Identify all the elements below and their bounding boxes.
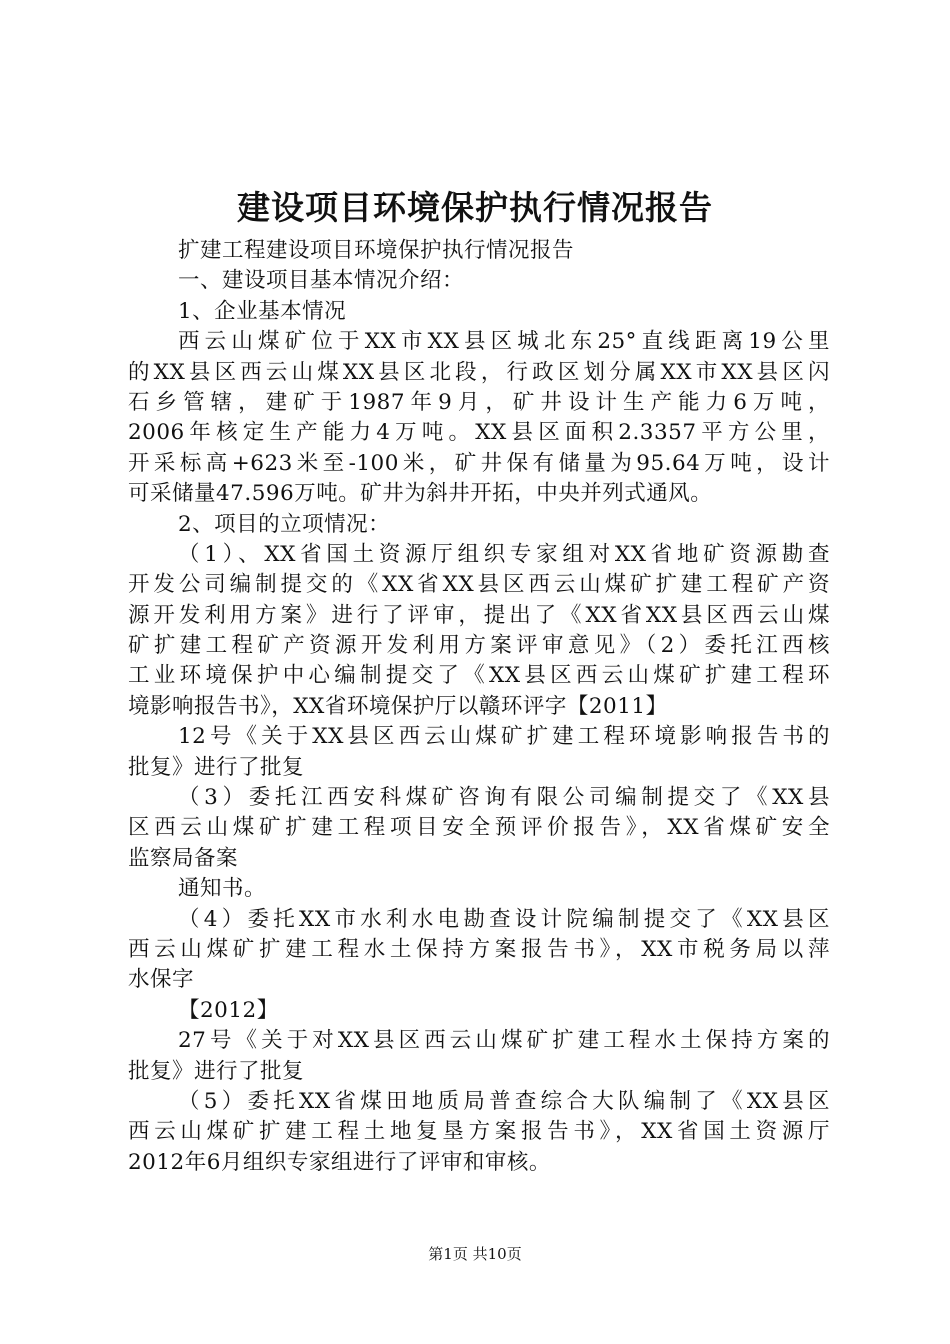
text-line: 通知书。 [178,876,267,902]
text-line: （4）委托XX市水利水电勘查设计院编制提交了《XX县区 [178,906,830,932]
text-line: 石乡管辖，建矿于1987年9月，矿井设计生产能力6万吨， [128,389,830,415]
text-line: 水保字 [128,967,195,993]
text-line: 【2012】 [178,997,279,1023]
text-line: 开采标高+623米至-100米，矿井保有储量为95.64万吨，设计 [128,450,830,476]
document-title: 建设项目环境保护执行情况报告 [237,188,713,227]
text-line: 2012年6月组织专家组进行了评审和审核。 [128,1149,551,1175]
text-line: 可采储量47.596万吨。矿井为斜井开拓，中央并列式通风。 [128,481,713,507]
text-line: （3）委托江西安科煤矿咨询有限公司编制提交了《XX县 [178,785,830,811]
text-line: 2006年核定生产能力4万吨。XX县区面积2.3357平方公里， [128,420,830,446]
text-line: 批复》进行了批复 [128,1058,305,1084]
text-line: 的XX县区西云山煤XX县区北段，行政区划分属XX市XX县区闪 [128,359,830,385]
text-line: 批复》进行了批复 [128,754,305,780]
text-line: 西云山煤矿扩建工程土地复垦方案报告书》，XX省国土资源厅 [128,1119,830,1145]
document-body [128,236,830,1178]
text-line: 开发公司编制提交的《XX省XX县区西云山煤矿扩建工程矿产资 [128,572,830,598]
text-line: 扩建工程建设项目环境保护执行情况报告 [178,238,575,263]
text-line: 一、建设项目基本情况介绍： [178,268,465,294]
text-line: 区西云山煤矿扩建工程项目安全预评价报告》，XX省煤矿安全 [128,815,830,841]
text-line: 27号《关于对XX县区西云山煤矿扩建工程水土保持方案的 [178,1028,830,1054]
text-line: （5）委托XX省煤田地质局普查综合大队编制了《XX县区 [178,1088,830,1114]
text-line: （1）、XX省国土资源厅组织专家组对XX省地矿资源勘查 [178,541,830,567]
text-line: 西云山煤矿扩建工程水土保持方案报告书》，XX市税务局以萍 [128,936,830,962]
text-line: 矿扩建工程矿产资源开发利用方案评审意见》（2）委托江西核 [128,633,830,659]
text-line: 2、项目的立项情况： [178,511,391,537]
text-line: 源开发利用方案》进行了评审，提出了《XX省XX县区西云山煤 [128,602,830,628]
text-line: 西云山煤矿位于XX市XX县区城北东25°直线距离19公里 [178,329,830,355]
text-line: 监察局备案 [128,845,239,871]
text-line: 1、企业基本情况 [178,298,347,324]
text-line: 12号《关于XX县区西云山煤矿扩建工程环境影响报告书的 [178,724,830,750]
page-footer: 第1页 共10页 [428,1245,522,1263]
text-line: 境影响报告书》，XX省环境保护厅以赣环评字【2011】 [128,693,668,719]
text-line: 工业环境保护中心编制提交了《XX县区西云山煤矿扩建工程环 [128,663,830,689]
